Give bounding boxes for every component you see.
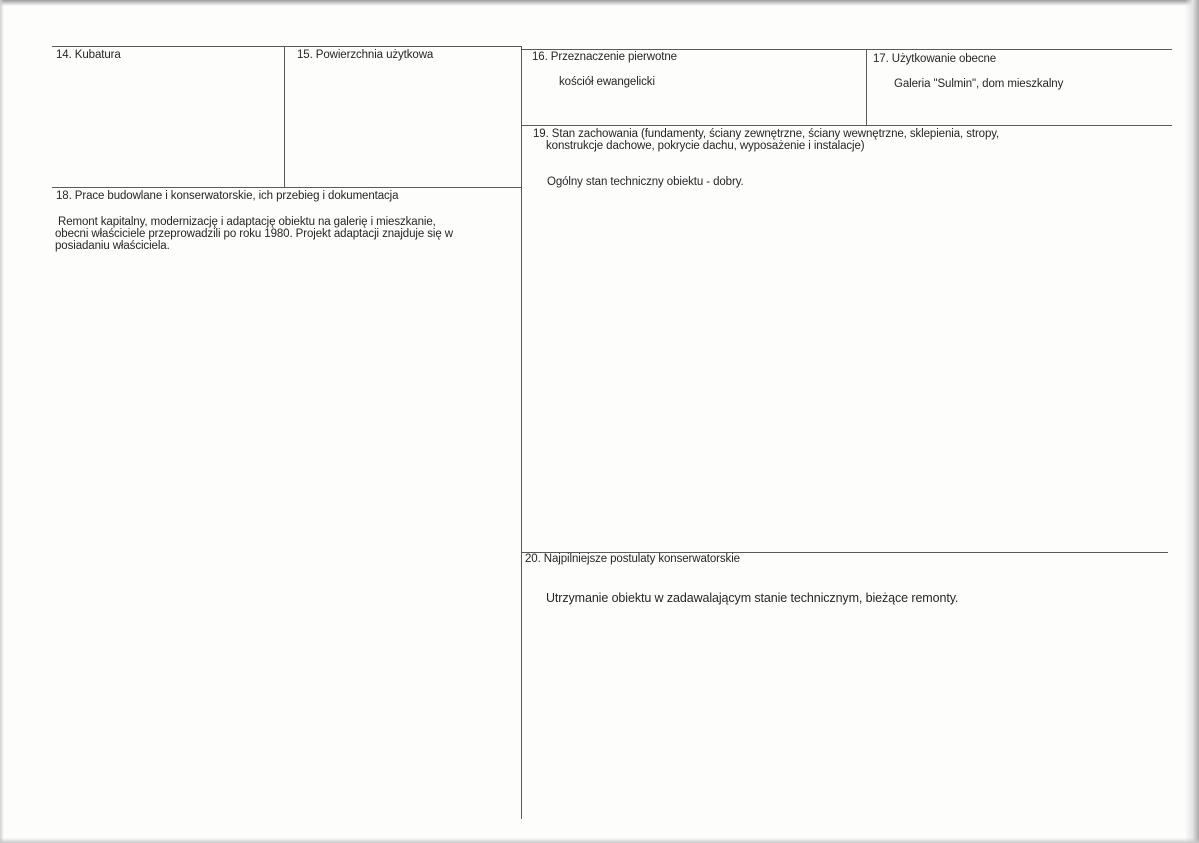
field-15-label: 15. Powierzchnia użytkowa [297, 49, 434, 61]
field-17-value: Galeria "Sulmin", dom mieszkalny [894, 78, 1064, 90]
scan-edge-bottom [0, 838, 1199, 843]
field-19-label-line-1: 19. Stan zachowania (fundamenty, ściany zewnętrzne, ściany wewnętrzne, sklepienia, stropy, [533, 128, 1000, 140]
field-20-label: 20. Najpilniejsze postulaty konserwatorskie [525, 553, 740, 565]
rule-above-18 [52, 187, 522, 188]
divider-left-right [521, 46, 522, 819]
field-18-value-line-1: Remont kapitalny, modernizację i adaptację obiektu na galerię i mieszkanie, [58, 216, 436, 228]
rule-above-19 [522, 125, 1172, 126]
field-19-label-line-2: konstrukcje dachowe, pokrycie dachu, wyposażenie i instalacje) [546, 140, 865, 152]
field-18-value-line-3: posiadaniu właściciela. [55, 240, 170, 252]
top-rule-right [522, 49, 1172, 50]
field-18-label: 18. Prace budowlane i konserwatorskie, ich przebieg i dokumentacja [56, 190, 399, 202]
field-16-label: 16. Przeznaczenie pierwotne [532, 51, 677, 63]
field-17-label: 17. Użytkowanie obecne [873, 53, 997, 65]
field-16-value: kościół ewangelicki [559, 76, 655, 88]
divider-16-17 [866, 49, 867, 125]
top-rule-left [52, 46, 522, 47]
divider-14-15 [284, 46, 285, 187]
scan-edge-left [0, 0, 4, 843]
field-14-label: 14. Kubatura [56, 49, 121, 61]
field-20-value: Utrzymanie obiektu w zadawalającym stanie technicznym, bieżące remonty. [546, 591, 959, 605]
field-18-value-line-2: obecni właściciele przeprowadzili po roku 1980. Projekt adaptacji znajduje się w [55, 228, 453, 240]
scan-edge-right [1185, 0, 1199, 843]
field-19-value: Ogólny stan techniczny obiektu - dobry. [547, 176, 744, 188]
scan-edge-top [0, 0, 1199, 6]
